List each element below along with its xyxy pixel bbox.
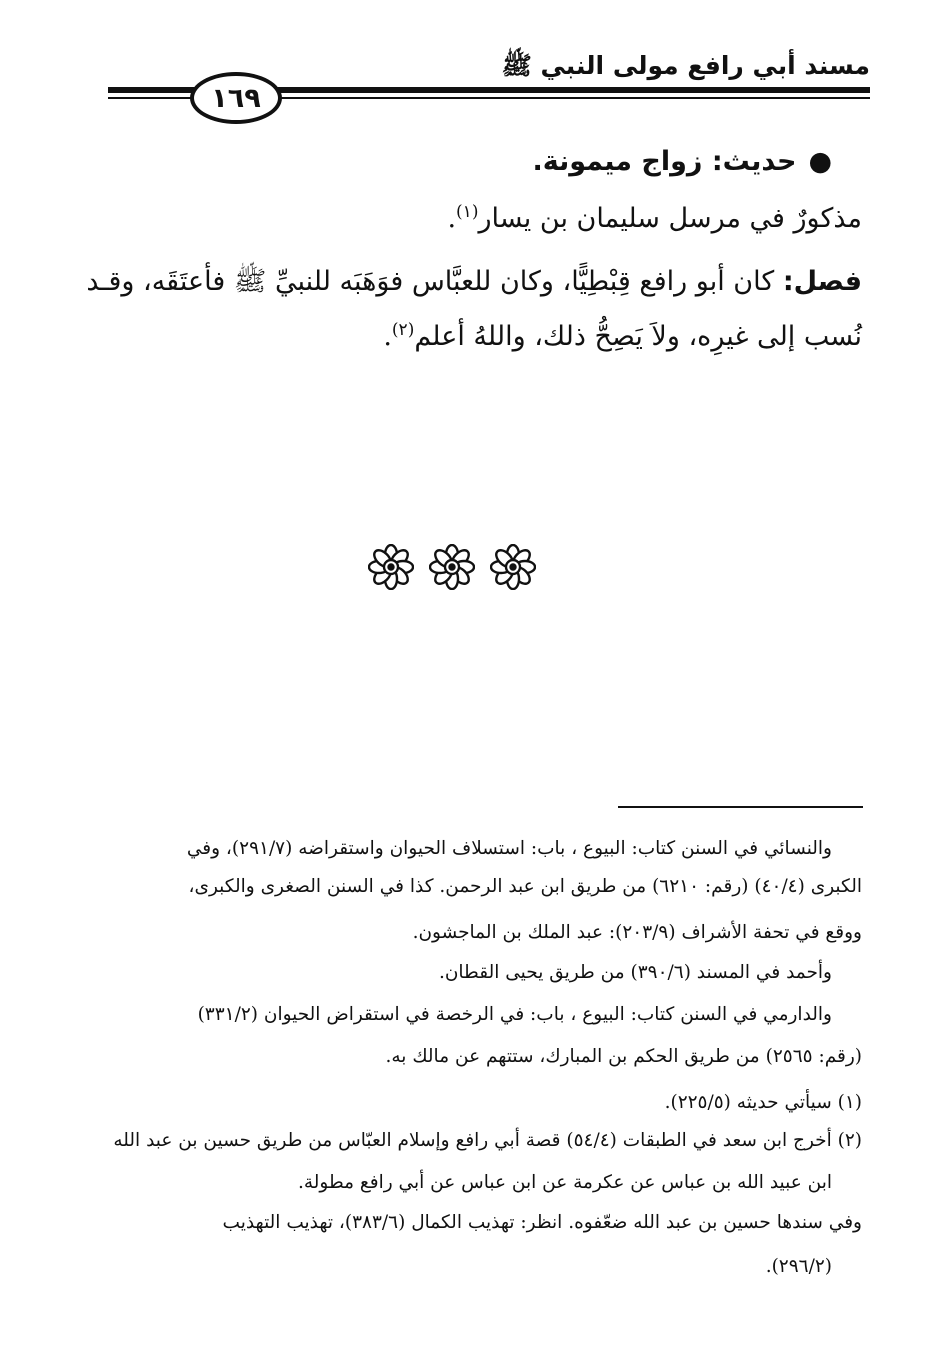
hadith-text: زواج ميمونة. (532, 146, 703, 177)
fasl-label: فصل: (782, 266, 862, 297)
footnote-line: وفي سندها حسين بن عبد الله ضعّفوه. انظر: تهذيب الكمال (٣٨٣/٦)، تهذيب التهذيب (222, 1212, 862, 1233)
mention-text: مذكورٌ في مرسل سليمان بن يسار (478, 203, 862, 234)
page-number-oval (190, 72, 282, 124)
footnote-line: وأحمد في المسند (٣٩٠/٦) من طريق يحيى القطان. (438, 962, 832, 983)
footnote-line: والدارمي في السنن كتاب: البيوع ، باب: في الرخصة في استقراض الحيوان (٣٣١/٢) (197, 1004, 832, 1025)
fasl-line-2 (383, 320, 862, 352)
mention-end: . (447, 203, 457, 234)
flower-ornament-icon (368, 544, 414, 590)
footnote-line: ابن عبيد الله بن عباس عن عكرمة عن ابن عباس عن أبي رافع مطولة. (297, 1172, 832, 1193)
page-number: ١٦٩ (211, 82, 261, 114)
footnote-ref-2: (٢) (391, 320, 415, 340)
running-title: مسند أبي رافع مولى النبي ﷺ (501, 51, 870, 80)
footnote-separator (618, 806, 863, 808)
fasl-line-1 (86, 264, 862, 304)
footnote-line: (١) سيأتي حديثه (٢٢٥/٥). (664, 1092, 862, 1113)
footnote-line: (رقم: ٢٥٦٥) من طريق الحكم بن المبارك، ستتهم عن مالك به. (385, 1046, 862, 1067)
footnote-line: (٢٩٦/٢). (765, 1256, 832, 1277)
fasl-end: . (383, 321, 392, 352)
fasl-text-2: نُسب إلى غيرِه، ولاَ يَصِحُّ ذلك، واللهُ أعلم (414, 321, 862, 352)
footnote-line: والنسائي في السنن كتاب: البيوع ، باب: استسلاف الحيوان واستقراضه (٢٩١/٧)، وفي (186, 838, 832, 859)
hadith-heading (532, 146, 832, 177)
footnote-line: ووقع في تحفة الأشراف (٢٠٣/٩): عبد الملك بن الماجشون. (412, 922, 862, 943)
footnote-line: (٢) أخرج ابن سعد في الطبقات (٥٤/٤) قصة أبي رافع وإسلام العبّاس من طريق حسين بن عبد الله (113, 1130, 862, 1151)
fasl-text-1: كان أبو رافع قِبْطِيًّا، وكان للعبَّاس فوَهَبَه للنبيِّ ﷺ فأعتَقَه، وقـد (86, 266, 775, 297)
footnote-line: الكبرى (٤٠/٤) (رقم: ٦٢١٠) من طريق ابن عبد الرحمن. كذا في السنن الصغرى والكبرى، (188, 876, 862, 897)
bullet-icon: ● (808, 146, 832, 177)
hadith-label: حديث: (711, 146, 797, 177)
section-ornament (368, 544, 536, 590)
mention-line (447, 202, 862, 234)
flower-ornament-icon (429, 544, 475, 590)
footnote-ref-1: (١) (456, 202, 479, 222)
flower-ornament-icon (490, 544, 536, 590)
